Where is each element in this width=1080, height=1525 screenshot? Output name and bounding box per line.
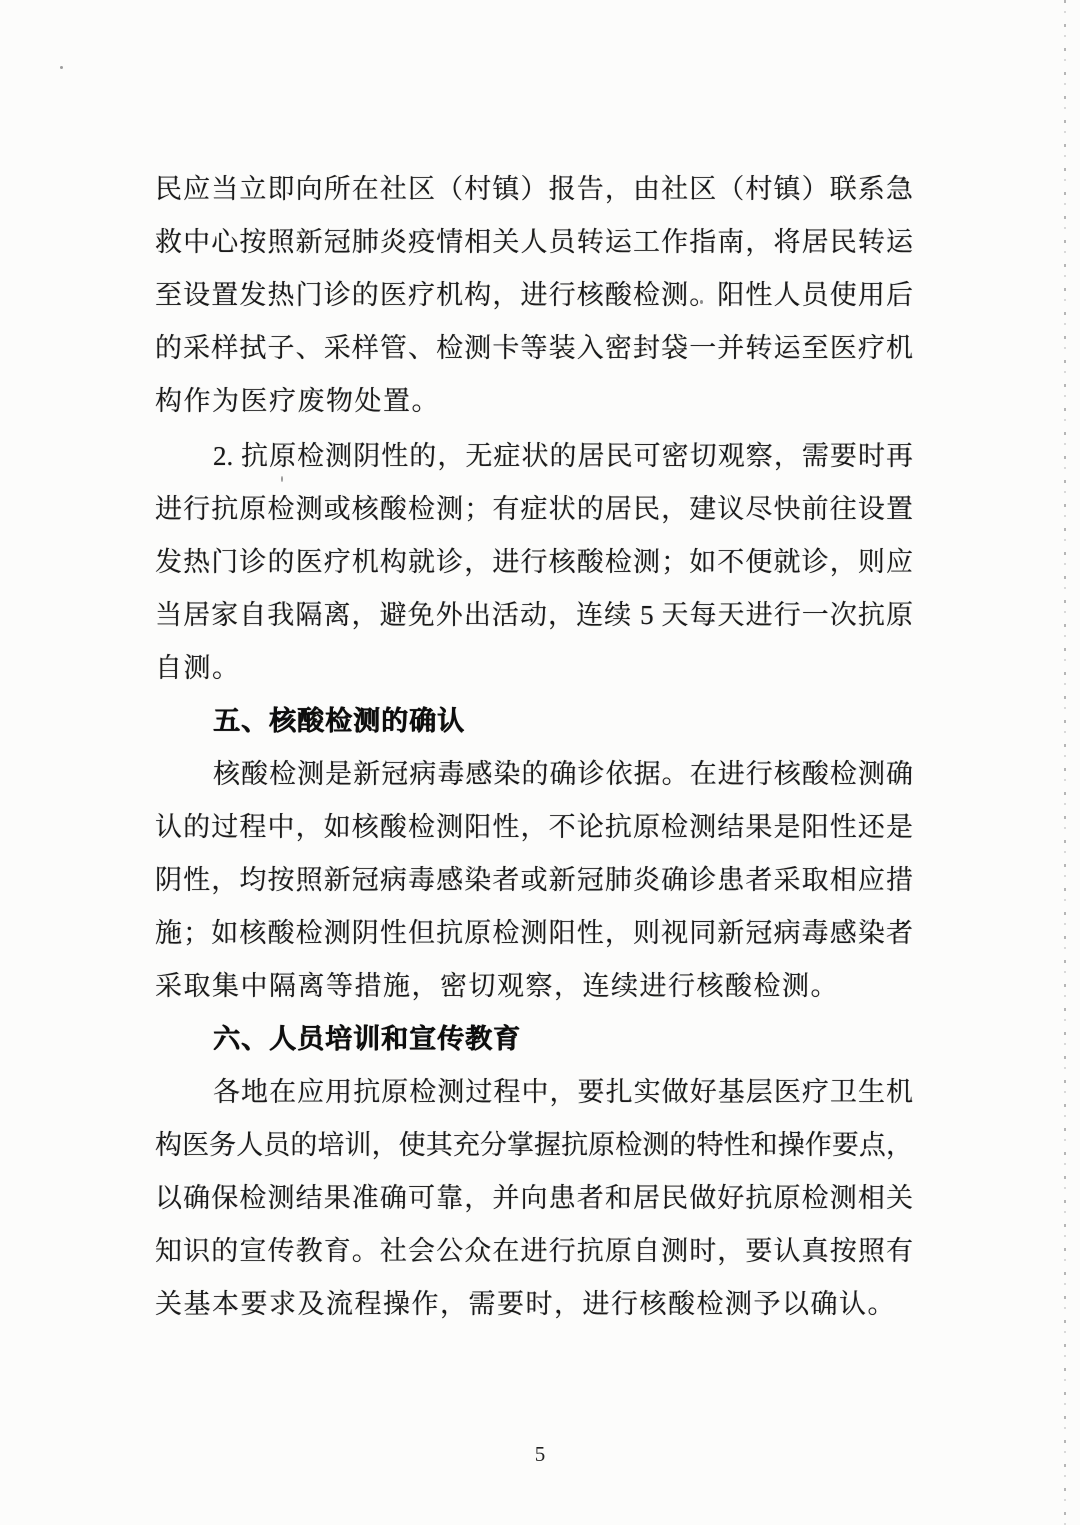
text-line: 发热门诊的医疗机构就诊，进行核酸检测；如不便就诊，则应 [155,547,913,577]
paragraph-transfer-procedure [155,163,913,428]
text-line: 以确保检测结果准确可靠，并向患者和居民做好抗原检测相关 [155,1183,913,1213]
text-line: 2. 抗原检测阴性的，无症状的居民可密切观察，需要时再 [213,441,913,471]
paragraph-nucleic-acid-confirmation [155,748,913,1013]
text-line: 阴性，均按照新冠病毒感染者或新冠肺炎确诊患者采取相应措 [155,865,913,895]
text-line: 各地在应用抗原检测过程中，要扎实做好基层医疗卫生机 [213,1077,913,1107]
section-heading-6-training-education: 六、人员培训和宣传教育 [213,1024,521,1054]
text-line: 认的过程中，如核酸检测阳性，不论抗原检测结果是阳性还是 [155,812,913,842]
text-line: 构医务人员的培训，使其充分掌握抗原检测的特性和操作要点， [155,1130,913,1160]
section-heading-5-nucleic-acid-confirmation: 五、核酸检测的确认 [213,706,465,736]
text-line: 核酸检测是新冠病毒感染的确诊依据。在进行核酸检测确 [213,759,913,789]
text-line: 民应当立即向所在社区（村镇）报告，由社区（村镇）联系急 [155,174,913,204]
text-line: 采取集中隔离等措施，密切观察，连续进行核酸检测。 [155,971,839,1001]
text-line: 救中心按照新冠肺炎疫情相关人员转运工作指南，将居民转运 [155,227,913,257]
paragraph-training-education [155,1066,913,1331]
text-line: 当居家自我隔离，避免外出活动，连续 5 天每天进行一次抗原 [155,600,913,630]
text-line: 至设置发热门诊的医疗机构，进行核酸检测。阳性人员使用后 [155,280,913,310]
text-line: 的采样拭子、采样管、检测卡等装入密封袋一并转运至医疗机 [155,333,913,363]
text-line: 构作为医疗废物处置。 [155,386,440,416]
document-body [155,163,913,1331]
ink-speck [60,66,63,69]
text-line: 自测。 [155,653,241,683]
text-line: 进行抗原检测或核酸检测；有症状的居民，建议尽快前往设置 [155,494,913,524]
text-line: 施；如核酸检测阴性但抗原检测阳性，则视同新冠病毒感染者 [155,918,913,948]
scan-edge-artifact-line [1064,0,1066,1525]
text-line: 知识的宣传教育。社会公众在进行抗原自测时，要认真按照有 [155,1236,913,1266]
paragraph-negative-result [155,430,913,695]
text-line: 关基本要求及流程操作，需要时，进行核酸检测予以确认。 [155,1289,896,1319]
page-number: 5 [534,1442,546,1466]
